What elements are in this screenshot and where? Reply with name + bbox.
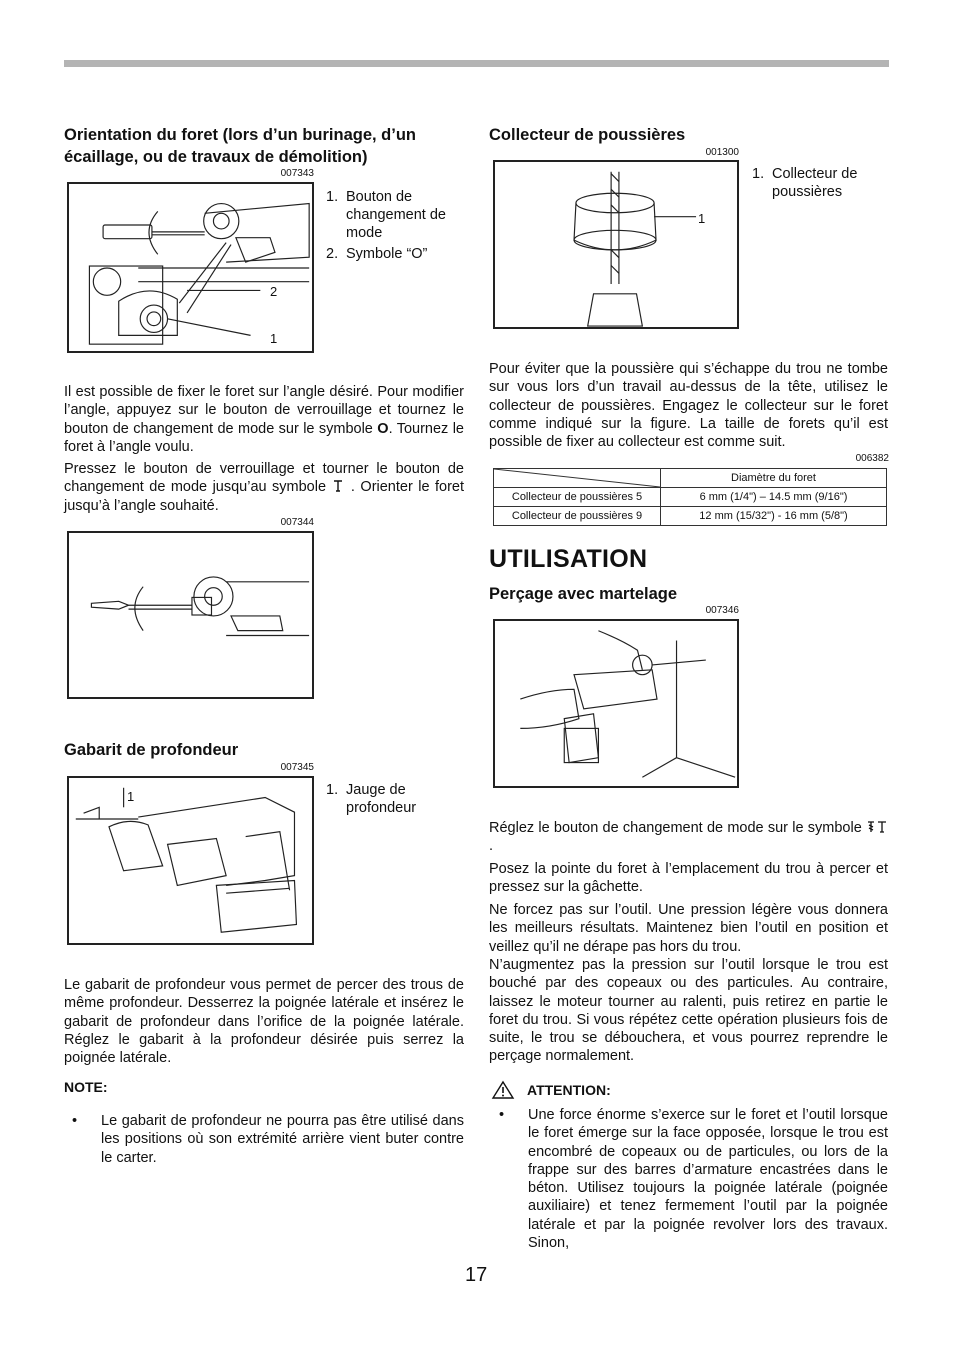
figure-dust-collector	[493, 160, 739, 329]
header-rule	[64, 60, 889, 67]
table-corner-cell	[494, 469, 661, 488]
callout-1: 1	[698, 211, 706, 226]
legend-item: 2. Symbole “O”	[326, 246, 428, 262]
paragraph-angle: Il est possible de fixer le foret sur l’angle désiré. Pour modifier l’angle, appuyez sur le bouton de verrouillage et tournez le bouton de changement de mode sur le symbole O. Tournez le foret à l’angle voulu.	[64, 384, 464, 455]
attention-item: • Une force énorme s’exerce sur le foret et l’outil lorsque le foret émerge sur la face opposée, lorsque le trou est encombré de copeaux ou de particules, ou lors de la frappe sur des barres d’armature encastrées dans le béton. Utilisez toujours la poignée latérale (poignée auxiliaire) et tenez fermement l’outil par la poignée latérale et par la poignée revolver lors des travaux. Sinon,	[499, 1107, 888, 1252]
legend-item: 1. Jauge de profondeur	[326, 782, 417, 816]
legend-item: 1. Bouton de changement de mode	[326, 189, 446, 241]
figure-legend	[326, 781, 466, 817]
table-row	[494, 507, 887, 526]
table-cell: 12 mm (15/32") - 16 mm (5/8")	[661, 507, 887, 526]
section-title-orientation: Orientation du foret (lors d’un burinage, d’un écaillage, ou de travaux de démolition)	[64, 126, 416, 166]
legend-item: 1. Collecteur de poussières	[752, 166, 858, 200]
table-header-row	[494, 469, 887, 488]
table-code: 006382	[855, 453, 889, 464]
tool-illustration	[495, 162, 737, 327]
diagonal-line	[494, 469, 660, 487]
table-cell: Collecteur de poussières 9	[494, 507, 661, 526]
table-header-cell: Diamètre du foret	[661, 469, 887, 488]
paragraph-depth-gauge: Le gabarit de profondeur vous permet de percer des trous de même profondeur. Desserrez la poignée latérale et insérez le gabarit de profondeur dans l’orifice de la poignée latérale. Réglez le gabarit à la profondeur désirée puis serrez la poignée latérale.	[64, 977, 464, 1067]
figure-hammer-drilling	[493, 619, 739, 788]
figure-code: 007345	[280, 762, 314, 773]
note-item: • Le gabarit de profondeur ne pourra pas être utilisé dans les positions où son extrémité arrière vient buter contre le carter.	[72, 1113, 464, 1166]
page-number: 17	[465, 1264, 488, 1286]
note-label: NOTE:	[64, 1079, 108, 1095]
figure-code: 007343	[280, 168, 314, 179]
table-row	[494, 488, 887, 507]
figure-depth-gauge	[67, 776, 314, 945]
table-cell: Collecteur de poussières 5	[494, 488, 661, 507]
table-cell: 6 mm (1/4") – 14.5 mm (9/16")	[661, 488, 887, 507]
paragraph-lock: Pressez le bouton de verrouillage et tourner le bouton de changement de mode jusqu’au symbole . Orienter le foret jusqu’à l’angle souhaité.	[64, 461, 464, 514]
tool-illustration	[69, 533, 312, 697]
section-title-depth-gauge: Gabarit de profondeur	[64, 741, 239, 759]
tool-illustration	[495, 621, 737, 786]
figure-code: 007346	[705, 605, 739, 616]
paragraph-clogged: N’augmentez pas la pression sur l’outil lorsque le trou est bouché par des copeaux ou des particules. Au contraire, laissez le moteur tourner au ralenti, puis retirez en partie le foret du trou. Si vous répétez cette opération plusieurs fois de suite, le trou se débouchera, et vous pourrez reprendre le perçage normalement.	[489, 957, 888, 1065]
tool-illustration	[69, 184, 312, 351]
figure-legend	[326, 188, 466, 263]
paragraph-dust-collector: Pour éviter que la poussière qui s’échappe du trou ne tombe sur vous lors d’un travail au-dessus de la tête, utilisez le collecteur de poussières. Engagez le collecteur sur le foret comme indiqué sur la figure. La taille de forets qu’il est possible de fixer au collecteur est comme suit.	[489, 361, 888, 451]
section-title-dust-collector: Collecteur de poussières	[489, 126, 686, 144]
figure-bit-orientation	[67, 531, 314, 699]
attention-label: ATTENTION:	[527, 1082, 611, 1098]
figure-legend	[752, 165, 888, 201]
figure-mode-change	[67, 182, 314, 353]
section-title-utilisation: UTILISATION	[489, 545, 648, 573]
section-title-hammer-drilling: Perçage avec martelage	[489, 585, 678, 603]
figure-code: 001300	[705, 147, 739, 158]
figure-code: 007344	[280, 517, 314, 528]
chisel-symbol-icon	[331, 479, 345, 493]
tool-illustration	[69, 778, 312, 943]
bit-diameter-table	[493, 468, 887, 526]
paragraph-set-mode: Réglez le bouton de changement de mode sur le symbole .	[489, 819, 888, 856]
callout-1: 1	[127, 789, 135, 804]
warning-icon	[491, 1080, 515, 1100]
paragraph-no-force: Ne forcez pas sur l’outil. Une pression légère vous donnera les meilleurs résultats. Maintenez bien l’outil en position et veillez qu’il ne dérape pas hors du trou.	[489, 902, 888, 955]
callout-2: 2	[270, 284, 278, 299]
callout-1: 1	[270, 331, 278, 346]
paragraph-trigger: Posez la pointe du foret à l’emplacement du trou à percer et pressez sur la gâchette.	[489, 861, 888, 896]
hammer-drill-symbol-icon	[866, 820, 888, 834]
